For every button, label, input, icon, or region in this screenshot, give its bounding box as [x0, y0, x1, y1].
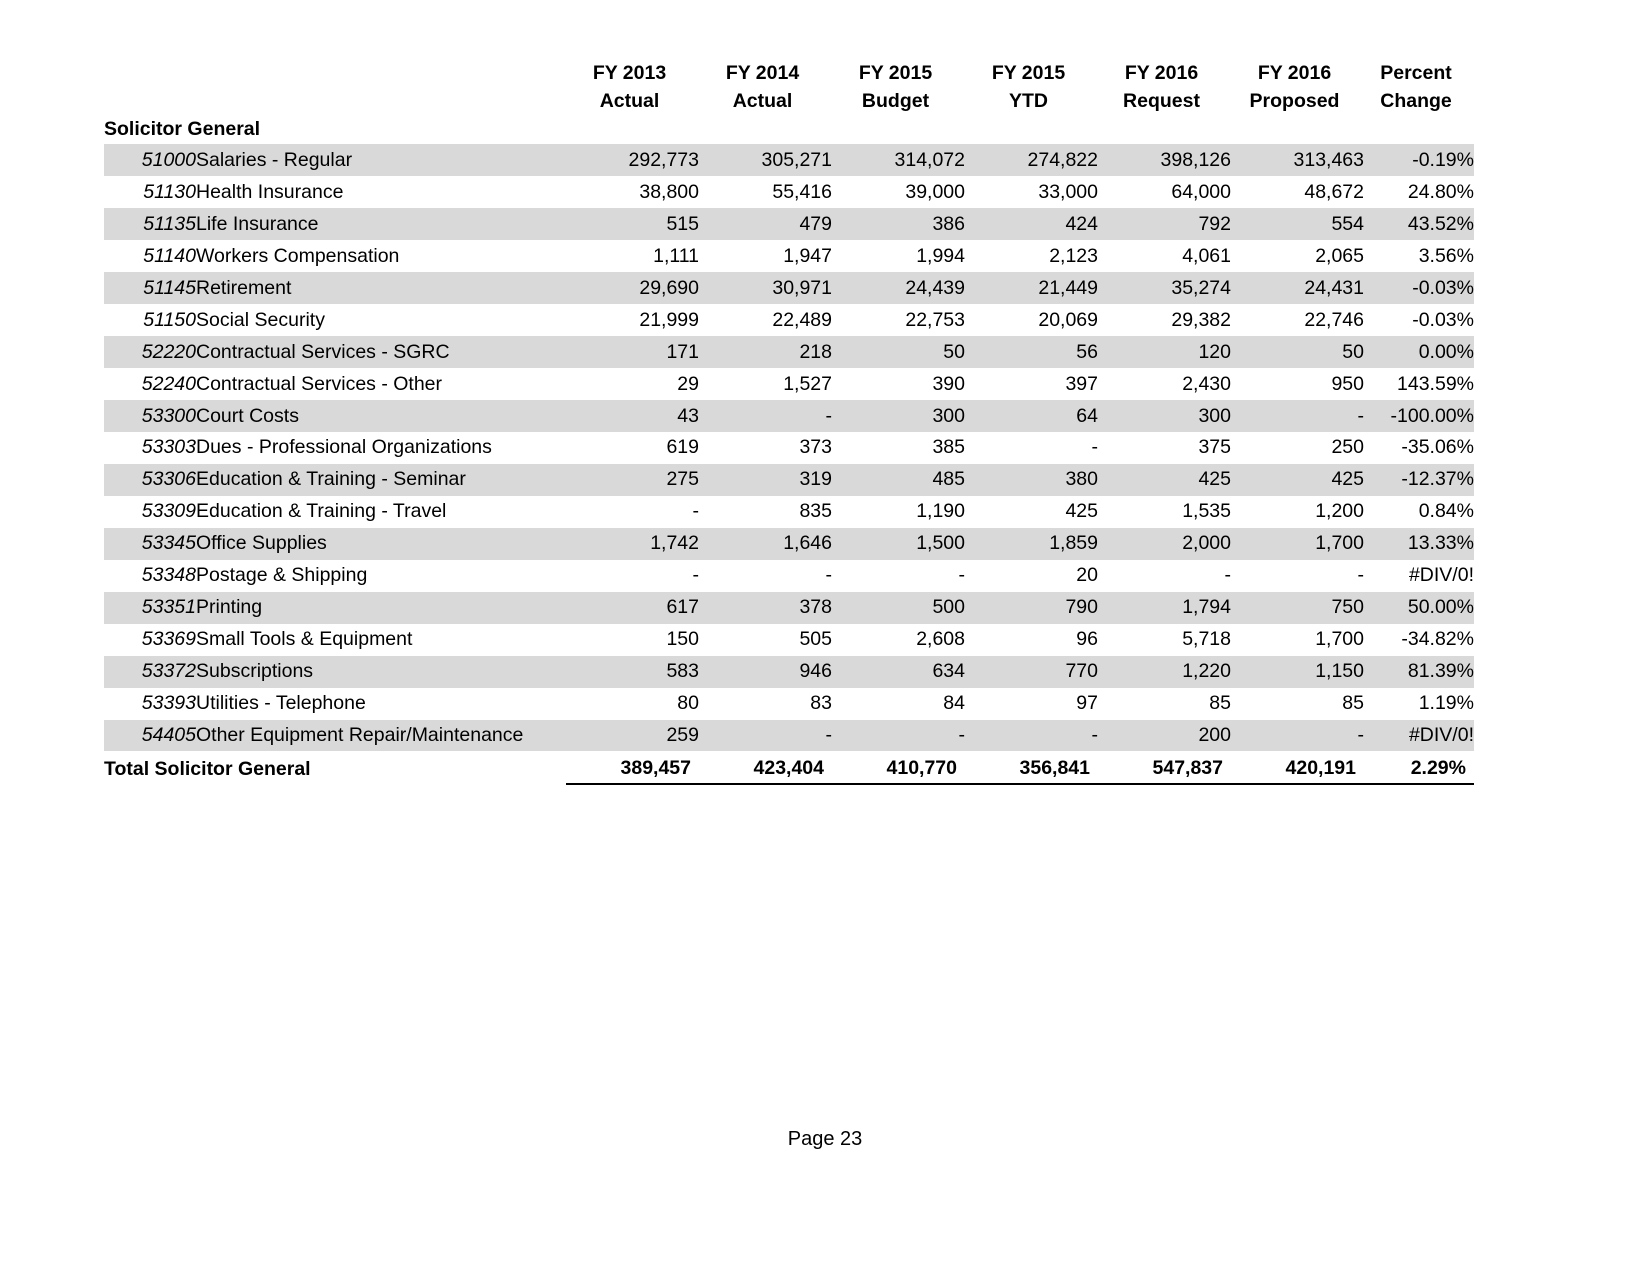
- account-code: 53303: [104, 432, 196, 464]
- cell-fy2016-proposed: 425: [1231, 464, 1364, 496]
- table-row: [104, 304, 1474, 336]
- account-description: Postage & Shipping: [196, 560, 566, 592]
- cell-percent-change: 0.00%: [1364, 336, 1474, 368]
- account-code: 53306: [104, 464, 196, 496]
- cell-fy2015-ytd: 2,123: [965, 240, 1098, 272]
- cell-fy2016-request: 29,382: [1098, 304, 1231, 336]
- total-fy2016-proposed: 420,191: [1231, 751, 1364, 784]
- account-description: Education & Training - Seminar: [196, 464, 566, 496]
- account-description: Contractual Services - Other: [196, 368, 566, 400]
- cell-percent-change: -0.03%: [1364, 304, 1474, 336]
- cell-fy2013-actual: 38,800: [566, 176, 699, 208]
- cell-fy2014-actual: 373: [699, 432, 832, 464]
- cell-fy2013-actual: 619: [566, 432, 699, 464]
- cell-fy2016-proposed: 554: [1231, 208, 1364, 240]
- cell-fy2016-proposed: -: [1231, 560, 1364, 592]
- total-fy2016-request: 547,837: [1098, 751, 1231, 784]
- cell-fy2015-ytd: 56: [965, 336, 1098, 368]
- cell-fy2015-ytd: 20: [965, 560, 1098, 592]
- cell-fy2014-actual: 378: [699, 592, 832, 624]
- cell-fy2016-proposed: 2,065: [1231, 240, 1364, 272]
- column-header-fy2015-budget-line2: Budget: [861, 89, 930, 112]
- cell-fy2015-budget: 390: [832, 368, 965, 400]
- column-header-fy2016-proposed: [1231, 60, 1364, 115]
- account-code: 53351: [104, 592, 196, 624]
- cell-fy2015-budget: 500: [832, 592, 965, 624]
- column-header-fy2016-request: [1098, 60, 1231, 115]
- cell-fy2015-budget: 2,608: [832, 624, 965, 656]
- cell-percent-change: -100.00%: [1364, 400, 1474, 432]
- account-code: 53372: [104, 656, 196, 688]
- cell-percent-change: 50.00%: [1364, 592, 1474, 624]
- cell-fy2014-actual: 946: [699, 656, 832, 688]
- table-row: [104, 720, 1474, 752]
- cell-fy2016-proposed: 48,672: [1231, 176, 1364, 208]
- table-row: [104, 144, 1474, 176]
- cell-fy2013-actual: -: [566, 560, 699, 592]
- page-footer: Page 23: [787, 1128, 863, 1150]
- cell-fy2016-request: 5,718: [1098, 624, 1231, 656]
- cell-percent-change: 43.52%: [1364, 208, 1474, 240]
- table-row: [104, 560, 1474, 592]
- column-header-percent-change-line2: Change: [1380, 89, 1452, 112]
- cell-fy2015-ytd: 790: [965, 592, 1098, 624]
- cell-fy2015-ytd: 274,822: [965, 144, 1098, 176]
- cell-fy2014-actual: 1,646: [699, 528, 832, 560]
- cell-fy2016-request: 375: [1098, 432, 1231, 464]
- table-row: [104, 208, 1474, 240]
- cell-fy2013-actual: 275: [566, 464, 699, 496]
- cell-percent-change: -0.03%: [1364, 272, 1474, 304]
- account-code: 53309: [104, 496, 196, 528]
- cell-percent-change: 13.33%: [1364, 528, 1474, 560]
- table-body: [104, 115, 1474, 784]
- cell-fy2016-request: 85: [1098, 688, 1231, 720]
- section-title-row: [104, 115, 1474, 144]
- total-label: Total Solicitor General: [104, 751, 566, 784]
- cell-fy2016-proposed: 313,463: [1231, 144, 1364, 176]
- cell-fy2015-budget: 300: [832, 400, 965, 432]
- cell-percent-change: 24.80%: [1364, 176, 1474, 208]
- cell-fy2016-request: 300: [1098, 400, 1231, 432]
- cell-fy2016-request: 792: [1098, 208, 1231, 240]
- total-fy2014-actual: 423,404: [699, 751, 832, 784]
- cell-percent-change: -35.06%: [1364, 432, 1474, 464]
- column-header-fy2015-ytd-line1: FY 2015: [991, 62, 1066, 84]
- cell-fy2016-request: 1,535: [1098, 496, 1231, 528]
- cell-fy2016-request: 64,000: [1098, 176, 1231, 208]
- cell-percent-change: 143.59%: [1364, 368, 1474, 400]
- cell-fy2014-actual: 218: [699, 336, 832, 368]
- cell-fy2015-budget: 39,000: [832, 176, 965, 208]
- column-header-fy2016-request-line2: Request: [1123, 89, 1200, 112]
- cell-fy2016-proposed: 50: [1231, 336, 1364, 368]
- table-row: [104, 688, 1474, 720]
- cell-fy2016-request: 120: [1098, 336, 1231, 368]
- cell-fy2015-ytd: 20,069: [965, 304, 1098, 336]
- cell-fy2015-ytd: 424: [965, 208, 1098, 240]
- cell-fy2015-ytd: 21,449: [965, 272, 1098, 304]
- account-description: Printing: [196, 592, 566, 624]
- cell-fy2015-budget: 1,190: [832, 496, 965, 528]
- column-header-percent-change-line1: Percent: [1380, 62, 1452, 84]
- column-header-fy2013-actual: [566, 60, 699, 115]
- cell-fy2016-proposed: 1,700: [1231, 624, 1364, 656]
- cell-percent-change: 81.39%: [1364, 656, 1474, 688]
- account-description: Dues - Professional Organizations: [196, 432, 566, 464]
- cell-fy2013-actual: 1,742: [566, 528, 699, 560]
- cell-fy2016-request: 2,430: [1098, 368, 1231, 400]
- total-percent-change: 2.29%: [1364, 751, 1474, 784]
- cell-fy2013-actual: 617: [566, 592, 699, 624]
- section-title: Solicitor General: [104, 115, 1474, 144]
- cell-fy2015-ytd: 97: [965, 688, 1098, 720]
- account-description: Salaries - Regular: [196, 144, 566, 176]
- cell-fy2013-actual: 583: [566, 656, 699, 688]
- cell-fy2014-actual: 305,271: [699, 144, 832, 176]
- total-row: [104, 751, 1474, 784]
- cell-fy2016-proposed: 1,200: [1231, 496, 1364, 528]
- column-header-fy2015-ytd: [965, 60, 1098, 115]
- cell-fy2016-request: 200: [1098, 720, 1231, 752]
- cell-fy2015-budget: 24,439: [832, 272, 965, 304]
- account-code: 51145: [104, 272, 196, 304]
- account-description: Health Insurance: [196, 176, 566, 208]
- cell-fy2013-actual: 43: [566, 400, 699, 432]
- cell-fy2016-proposed: 250: [1231, 432, 1364, 464]
- cell-fy2015-budget: -: [832, 560, 965, 592]
- cell-fy2013-actual: 1,111: [566, 240, 699, 272]
- cell-fy2016-proposed: 1,700: [1231, 528, 1364, 560]
- cell-fy2014-actual: 30,971: [699, 272, 832, 304]
- account-description: Social Security: [196, 304, 566, 336]
- cell-fy2015-budget: 84: [832, 688, 965, 720]
- cell-fy2015-budget: 314,072: [832, 144, 965, 176]
- cell-fy2016-request: 2,000: [1098, 528, 1231, 560]
- cell-fy2014-actual: -: [699, 720, 832, 752]
- cell-fy2013-actual: 259: [566, 720, 699, 752]
- table-row: [104, 592, 1474, 624]
- table-row: [104, 368, 1474, 400]
- cell-fy2014-actual: 83: [699, 688, 832, 720]
- cell-fy2013-actual: 21,999: [566, 304, 699, 336]
- account-description: Utilities - Telephone: [196, 688, 566, 720]
- cell-fy2015-budget: 386: [832, 208, 965, 240]
- cell-fy2016-proposed: 750: [1231, 592, 1364, 624]
- table-row: [104, 240, 1474, 272]
- account-code: 51135: [104, 208, 196, 240]
- table-row: [104, 656, 1474, 688]
- cell-fy2016-proposed: -: [1231, 720, 1364, 752]
- cell-fy2013-actual: 292,773: [566, 144, 699, 176]
- account-code: 51150: [104, 304, 196, 336]
- account-description: Small Tools & Equipment: [196, 624, 566, 656]
- account-description: Office Supplies: [196, 528, 566, 560]
- account-description: Other Equipment Repair/Maintenance: [196, 720, 566, 752]
- cell-percent-change: #DIV/0!: [1364, 560, 1474, 592]
- cell-percent-change: 1.19%: [1364, 688, 1474, 720]
- column-header-percent-change: [1364, 60, 1474, 115]
- cell-fy2015-budget: -: [832, 720, 965, 752]
- cell-fy2015-budget: 1,500: [832, 528, 965, 560]
- account-description: Workers Compensation: [196, 240, 566, 272]
- cell-fy2015-budget: 485: [832, 464, 965, 496]
- cell-fy2014-actual: 22,489: [699, 304, 832, 336]
- cell-fy2015-budget: 50: [832, 336, 965, 368]
- cell-fy2014-actual: 505: [699, 624, 832, 656]
- total-fy2013-actual: 389,457: [566, 751, 699, 784]
- column-header-fy2013-actual-line1: FY 2013: [592, 62, 667, 84]
- cell-fy2014-actual: 319: [699, 464, 832, 496]
- cell-percent-change: -12.37%: [1364, 464, 1474, 496]
- cell-fy2015-ytd: 96: [965, 624, 1098, 656]
- cell-fy2014-actual: -: [699, 400, 832, 432]
- account-description: Court Costs: [196, 400, 566, 432]
- table-header: [104, 60, 1474, 115]
- cell-fy2016-request: 1,220: [1098, 656, 1231, 688]
- column-header-fy2016-proposed-line2: Proposed: [1249, 89, 1340, 112]
- column-header-fy2013-actual-line2: Actual: [599, 89, 660, 112]
- cell-percent-change: 0.84%: [1364, 496, 1474, 528]
- account-code: 52240: [104, 368, 196, 400]
- cell-fy2015-ytd: 64: [965, 400, 1098, 432]
- cell-fy2015-ytd: 33,000: [965, 176, 1098, 208]
- cell-fy2014-actual: 479: [699, 208, 832, 240]
- cell-percent-change: -34.82%: [1364, 624, 1474, 656]
- account-code: 53369: [104, 624, 196, 656]
- cell-fy2015-ytd: 1,859: [965, 528, 1098, 560]
- account-description: Life Insurance: [196, 208, 566, 240]
- table-row: [104, 624, 1474, 656]
- account-code: 51000: [104, 144, 196, 176]
- total-fy2015-ytd: 356,841: [965, 751, 1098, 784]
- cell-fy2015-ytd: 397: [965, 368, 1098, 400]
- account-code: 53348: [104, 560, 196, 592]
- cell-percent-change: #DIV/0!: [1364, 720, 1474, 752]
- cell-fy2014-actual: 55,416: [699, 176, 832, 208]
- cell-fy2013-actual: 515: [566, 208, 699, 240]
- column-header-fy2014-actual-line2: Actual: [732, 89, 793, 112]
- account-code: 53345: [104, 528, 196, 560]
- cell-fy2016-request: -: [1098, 560, 1231, 592]
- budget-table: [104, 60, 1474, 785]
- cell-fy2013-actual: 29,690: [566, 272, 699, 304]
- cell-percent-change: -0.19%: [1364, 144, 1474, 176]
- column-header-fy2016-request-line1: FY 2016: [1124, 62, 1199, 84]
- account-code: 53393: [104, 688, 196, 720]
- cell-fy2013-actual: 80: [566, 688, 699, 720]
- table-row: [104, 400, 1474, 432]
- cell-fy2016-proposed: 85: [1231, 688, 1364, 720]
- cell-fy2014-actual: 835: [699, 496, 832, 528]
- cell-fy2016-proposed: 950: [1231, 368, 1364, 400]
- column-header-fy2016-proposed-line1: FY 2016: [1257, 62, 1332, 84]
- table-row: [104, 496, 1474, 528]
- cell-fy2013-actual: 150: [566, 624, 699, 656]
- cell-fy2013-actual: 171: [566, 336, 699, 368]
- column-header-description: [196, 60, 566, 115]
- column-header-fy2015-budget-line1: FY 2015: [858, 62, 933, 84]
- table-row: [104, 464, 1474, 496]
- column-header-fy2015-budget: [832, 60, 965, 115]
- cell-percent-change: 3.56%: [1364, 240, 1474, 272]
- table-row: [104, 336, 1474, 368]
- cell-fy2016-request: 1,794: [1098, 592, 1231, 624]
- table-row: [104, 272, 1474, 304]
- header-row: [104, 60, 1474, 115]
- total-fy2015-budget: 410,770: [832, 751, 965, 784]
- cell-fy2013-actual: 29: [566, 368, 699, 400]
- cell-fy2016-request: 425: [1098, 464, 1231, 496]
- table-row: [104, 528, 1474, 560]
- cell-fy2015-budget: 385: [832, 432, 965, 464]
- cell-fy2016-proposed: 22,746: [1231, 304, 1364, 336]
- account-code: 53300: [104, 400, 196, 432]
- cell-fy2014-actual: 1,947: [699, 240, 832, 272]
- account-description: Subscriptions: [196, 656, 566, 688]
- cell-fy2015-ytd: 770: [965, 656, 1098, 688]
- cell-fy2015-ytd: -: [965, 720, 1098, 752]
- account-code: 51130: [104, 176, 196, 208]
- account-description: Contractual Services - SGRC: [196, 336, 566, 368]
- account-code: 52220: [104, 336, 196, 368]
- table-row: [104, 432, 1474, 464]
- cell-fy2016-request: 35,274: [1098, 272, 1231, 304]
- account-code: 51140: [104, 240, 196, 272]
- column-header-fy2014-actual-line1: FY 2014: [725, 62, 800, 84]
- cell-fy2015-budget: 22,753: [832, 304, 965, 336]
- cell-fy2015-budget: 1,994: [832, 240, 965, 272]
- cell-fy2016-request: 4,061: [1098, 240, 1231, 272]
- column-header-fy2015-ytd-line2: YTD: [1009, 89, 1048, 112]
- column-header-code: [104, 60, 196, 115]
- account-description: Education & Training - Travel: [196, 496, 566, 528]
- column-header-fy2014-actual: [699, 60, 832, 115]
- cell-fy2014-actual: -: [699, 560, 832, 592]
- table-row: [104, 176, 1474, 208]
- account-code: 54405: [104, 720, 196, 752]
- cell-fy2013-actual: -: [566, 496, 699, 528]
- cell-fy2015-budget: 634: [832, 656, 965, 688]
- cell-fy2016-proposed: 24,431: [1231, 272, 1364, 304]
- cell-fy2016-proposed: 1,150: [1231, 656, 1364, 688]
- cell-fy2014-actual: 1,527: [699, 368, 832, 400]
- cell-fy2016-proposed: -: [1231, 400, 1364, 432]
- cell-fy2015-ytd: 425: [965, 496, 1098, 528]
- account-description: Retirement: [196, 272, 566, 304]
- cell-fy2016-request: 398,126: [1098, 144, 1231, 176]
- cell-fy2015-ytd: -: [965, 432, 1098, 464]
- cell-fy2015-ytd: 380: [965, 464, 1098, 496]
